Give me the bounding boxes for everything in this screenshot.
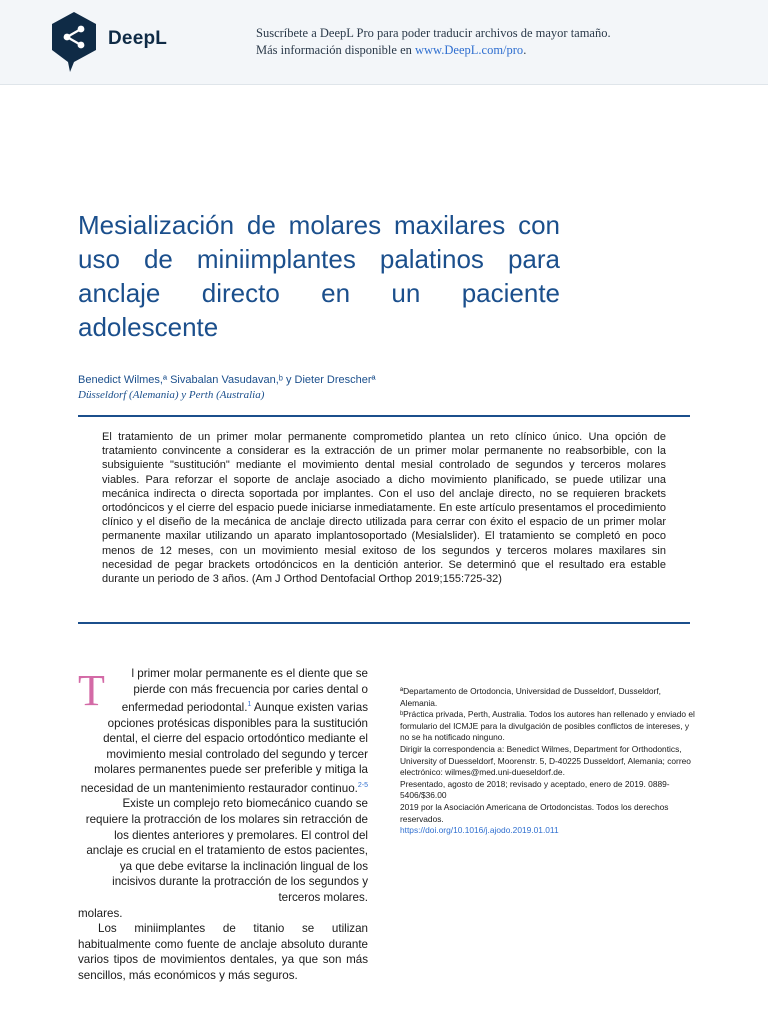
deepl-logo[interactable] (48, 10, 178, 74)
article-authors: Benedict Wilmes,ª Sivabalan Vasudavan,ᵇ y Dieter Drescherª (78, 374, 376, 386)
deepl-brand-name: DeepL (108, 28, 168, 49)
deepl-banner (0, 0, 768, 85)
body-p1-part-c: Existe un complejo reto biomecánico cuando se requiere la protracción de los molares sin retracción de los dientes anteriores y premolares. El control del anclaje es crucial en el tratamiento de estos pacientes, ya que debe evitarse la inclinación lingual de los incisivos durante la protracción de los segundos y terceros molares. (85, 797, 368, 905)
body-p1-part-b: Aunque existen varias opciones protésicas disponibles para la sustitución dental, el cierre del espacio ortodóntico mediante el movimiento mesial controlado del segundo y tercer molares permanentes puede ser preferible y mitiga la necesidad de un mantenimiento restaurador continuo. (80, 701, 368, 795)
banner-line-2 (256, 42, 611, 59)
body-paragraph-1 (78, 666, 368, 906)
banner-line-2-suffix: . (523, 43, 527, 57)
article-abstract: El tratamiento de un primer molar permanente comprometido plantea un reto clínico único. Una opción de tratamiento convincente a considerar es la extracción de un primer molar permanente no reabsorbible, con la subsiguiente "sustitución" mediante el movimiento dental mesial controlado de segundos y terceros molares viables. Para reforzar el soporte de anclaje asociado a dicho movimiento planificado, se puede utilizar una mecánica indirecta o directa soportada por implantes. Con el uso del anclaje directo, no se requieren brackets ortodóncicos y el cierre del espacio puede iniciarse inmediatamente. En este artículo presentamos el procedimiento clínico y el diseño de la mecánica de anclaje directo utilizada para cerrar con éxito el espacio de un primer molar permanente maxilar utilizando un aparato implantosoportado (Mesialslider). El tratamiento se completó en poco menos de 12 meses, con un movimiento mesial exitoso de los segundos y terceros molares maxilares sin necesidad de pegar brackets ortodóncicos en la dentición anterior. Se determinó que el resultado era estable durante un periodo de 3 años. (Am J Orthod Dentofacial Orthop 2019;155:725-32) (102, 431, 666, 586)
drop-cap: T (78, 666, 105, 715)
body-p1-part-a: l primer molar permanente es el diente que se pierde con más frecuencia por caries dental o enfermedad periodontal. (121, 667, 368, 715)
note-affiliation-a: ªDepartamento de Ortodoncia, Universidad de Dusseldorf, Dusseldorf, Alemania. (400, 686, 661, 708)
body-p1-tail: molares. (78, 906, 123, 920)
deepl-logo-icon (48, 10, 100, 74)
note-correspondence: Dirigir la correspondencia a: Benedict Wilmes, Department for Orthodontics, University of Duesseldorf, Moorenstr. 5, D-40225 Dusseldorf, Alemania; correo electrónico: wilmes@med.uni-dueseldorf.de. (400, 743, 691, 778)
reference-2-5[interactable]: 2-5 (357, 782, 368, 790)
body-column (78, 666, 368, 984)
article-title: Mesialización de molares maxilares con uso de miniimplantes palatinos para anclaje directo en un paciente adolescente (78, 210, 560, 342)
reference-1[interactable]: 1 (247, 701, 252, 709)
body-paragraph-2: Los miniimplantes de titanio se utilizan habitualmente como fuente de anclaje absoluto durante varios tipos de movimientos dentales, ya que son más sencillos, más económicos y más seguros. (78, 922, 368, 982)
doi-link[interactable]: https://doi.org/10.1016/j.ajodo.2019.01.011 (400, 825, 559, 836)
banner-line-2-text: Más información disponible en (256, 43, 415, 57)
note-copyright: 2019 por la Asociación Americana de Ortodoncistas. Todos los derechos reservados. (400, 801, 669, 824)
abstract-top-rule (78, 415, 690, 417)
article-notes (400, 686, 700, 837)
abstract-bottom-rule (78, 622, 690, 624)
note-affiliation-b: ᵇPráctica privada, Perth, Australia. Todos los autores han rellenado y enviado el formulario del ICMJE para la divulgación de posibles conflictos de intereses, y no se ha notificado ninguno. (400, 709, 695, 743)
deepl-pro-link[interactable]: www.DeepL.com/pro (415, 43, 524, 57)
note-dates: Presentado, agosto de 2018; revisado y aceptado, enero de 2019. 0889-5406/$36.00 (400, 778, 670, 801)
article-locations: Düsseldorf (Alemania) y Perth (Australia) (78, 389, 265, 401)
banner-message (256, 25, 611, 59)
banner-line-1: Suscríbete a DeepL Pro para poder traducir archivos de mayor tamaño. (256, 26, 611, 40)
